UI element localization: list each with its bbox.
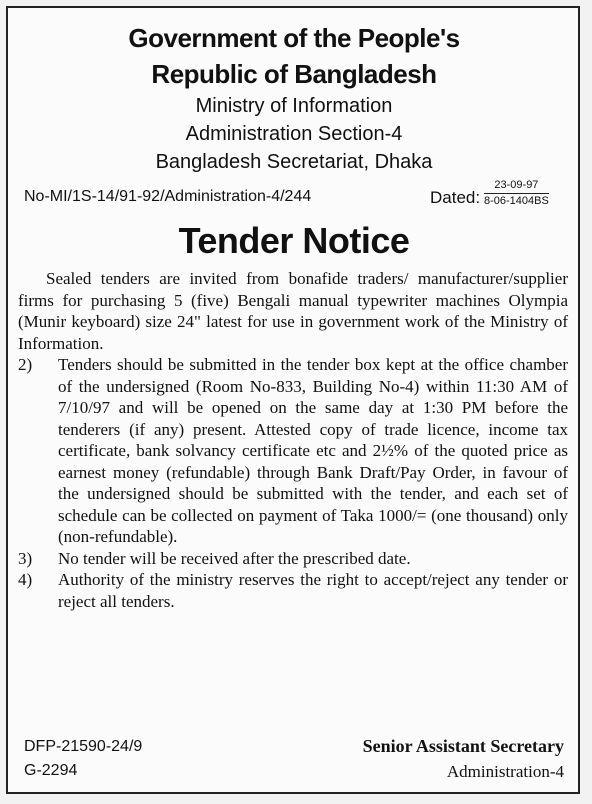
government-heading (18, 20, 570, 92)
date-gregorian: 23-09-97 (484, 178, 549, 194)
ministry-name: Ministry of Information (195, 95, 393, 117)
g-code: G-2294 (24, 762, 78, 779)
department-block (18, 92, 570, 176)
notice-content (18, 16, 570, 786)
item-text: No tender will be received after the prescribed date. (58, 548, 411, 568)
notice-frame (6, 6, 580, 794)
dated-label: Dated: (430, 188, 481, 207)
reference-line (18, 178, 570, 218)
notice-body (18, 268, 570, 612)
item-number: 4) (18, 570, 33, 589)
section-name: Administration Section-4 (185, 123, 403, 145)
dfp-code: DFP-21590-24/9 (24, 738, 143, 755)
signatory-department: Administration-4 (446, 762, 564, 781)
date-bengali: 8-06-1404BS (484, 195, 549, 207)
date-box (484, 178, 549, 209)
gov-line-1: Government of the People's (128, 23, 460, 53)
reference-number: No-MI/1S-14/91-92/Administration-4/244 (24, 188, 312, 205)
item-text: Authority of the ministry reserves the right to accept/reject any tender or reject all tenders. (58, 570, 568, 611)
intro-paragraph: Sealed tenders are invited from bonafide traders/ manufacturer/supplier firms for purchasing 5 (five) Bengali manual typewriter machines Olympia (Munir keyboard) size 24" latest for use in government work of the Ministry of Information. (18, 269, 568, 353)
item-number: 2) (18, 355, 33, 374)
gov-line-2: Republic of Bangladesh (151, 59, 437, 89)
list-item (18, 569, 570, 612)
signatory-title: Senior Assistant Secretary (362, 736, 564, 756)
item-text: Tenders should be submitted in the tender box kept at the office chamber of the undersigned (Room No-833, Building No-4) within 11:30 AM of 7/10/97 and will be opened on the same day at 1:30 PM before the tenderers (if any) present. Attested copy of trade licence, income tax certificate, bank solvancy certificate etc and 2½% of the quoted price as earnest money (refundable) through Bank Draft/Pay Order, in favour of the undersigned should be submitted with the tender, and each set of schedule can be collected on payment of Taka 1000/= (one thousand) only (non-refundable). (58, 355, 568, 546)
list-item (18, 548, 570, 570)
list-item (18, 354, 570, 548)
secretariat-name: Bangladesh Secretariat, Dhaka (155, 151, 433, 173)
item-number: 3) (18, 548, 33, 568)
notice-title: Tender Notice (178, 220, 410, 261)
notice-footer (18, 734, 570, 786)
